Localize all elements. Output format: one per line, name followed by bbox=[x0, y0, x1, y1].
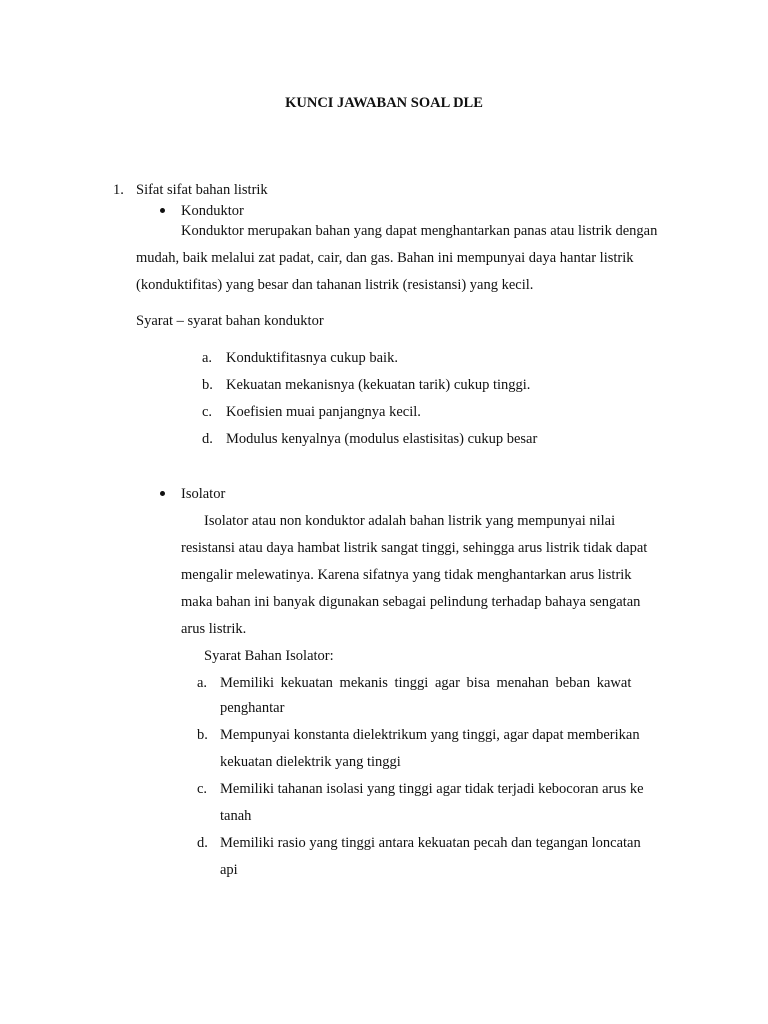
list-marker: a. bbox=[197, 675, 208, 691]
document-title: KUNCI JAWABAN SOAL DLE bbox=[285, 95, 483, 111]
isolator-requirement-line: Memiliki rasio yang tinggi antara kekuatan pecah dan tegangan loncatan bbox=[220, 835, 641, 851]
bullet-icon bbox=[160, 208, 165, 213]
section-number: 1. bbox=[113, 182, 124, 198]
konduktor-paragraph-line: mudah, baik melalui zat padat, cair, dan gas. Bahan ini mempunyai daya hantar listrik bbox=[136, 250, 634, 266]
list-marker: b. bbox=[202, 377, 213, 393]
list-marker: c. bbox=[202, 404, 213, 420]
isolator-paragraph-line: mengalir melewatinya. Karena sifatnya yang tidak menghantarkan arus listrik bbox=[181, 567, 632, 583]
isolator-requirement-line: Memiliki tahanan isolasi yang tinggi agar tidak terjadi kebocoran arus ke bbox=[220, 781, 644, 797]
konduktor-requirement: Koefisien muai panjangnya kecil. bbox=[226, 404, 421, 420]
isolator-paragraph-line: maka bahan ini banyak digunakan sebagai pelindung terhadap bahaya sengatan bbox=[181, 594, 641, 610]
list-marker: c. bbox=[197, 781, 208, 797]
konduktor-paragraph-line: (konduktifitas) yang besar dan tahanan listrik (resistansi) yang kecil. bbox=[136, 277, 534, 293]
isolator-requirement-line: Mempunyai konstanta dielektrikum yang tinggi, agar dapat memberikan bbox=[220, 727, 640, 743]
konduktor-requirement: Modulus kenyalnya (modulus elastisitas) cukup besar bbox=[226, 431, 538, 447]
isolator-paragraph-line: arus listrik. bbox=[181, 621, 247, 637]
konduktor-requirement: Konduktifitasnya cukup baik. bbox=[226, 350, 398, 366]
konduktor-paragraph-line: Konduktor merupakan bahan yang dapat menghantarkan panas atau listrik dengan bbox=[181, 223, 658, 239]
isolator-requirement-line: penghantar bbox=[220, 700, 285, 716]
isolator-requirement-line: tanah bbox=[220, 808, 252, 824]
list-marker: d. bbox=[202, 431, 213, 447]
isolator-requirement-line: kekuatan dielektrik yang tinggi bbox=[220, 754, 401, 770]
isolator-requirements-title: Syarat Bahan Isolator: bbox=[204, 648, 334, 664]
isolator-requirement-line: Memiliki kekuatan mekanis tinggi agar bisa menahan beban kawat bbox=[220, 675, 632, 691]
isolator-paragraph-line: Isolator atau non konduktor adalah bahan listrik yang mempunyai nilai bbox=[204, 513, 616, 529]
isolator-requirement-line: api bbox=[220, 862, 238, 878]
list-marker: a. bbox=[202, 350, 213, 366]
list-marker: b. bbox=[197, 727, 208, 743]
bullet-icon bbox=[160, 491, 165, 496]
section-heading: Sifat sifat bahan listrik bbox=[136, 182, 268, 198]
list-marker: d. bbox=[197, 835, 208, 851]
isolator-paragraph-line: resistansi atau daya hambat listrik sangat tinggi, sehingga arus listrik tidak dapat bbox=[181, 540, 648, 556]
isolator-label: Isolator bbox=[181, 486, 226, 502]
konduktor-requirements-title: Syarat – syarat bahan konduktor bbox=[136, 313, 324, 329]
konduktor-label: Konduktor bbox=[181, 203, 244, 219]
konduktor-requirement: Kekuatan mekanisnya (kekuatan tarik) cukup tinggi. bbox=[226, 377, 531, 393]
